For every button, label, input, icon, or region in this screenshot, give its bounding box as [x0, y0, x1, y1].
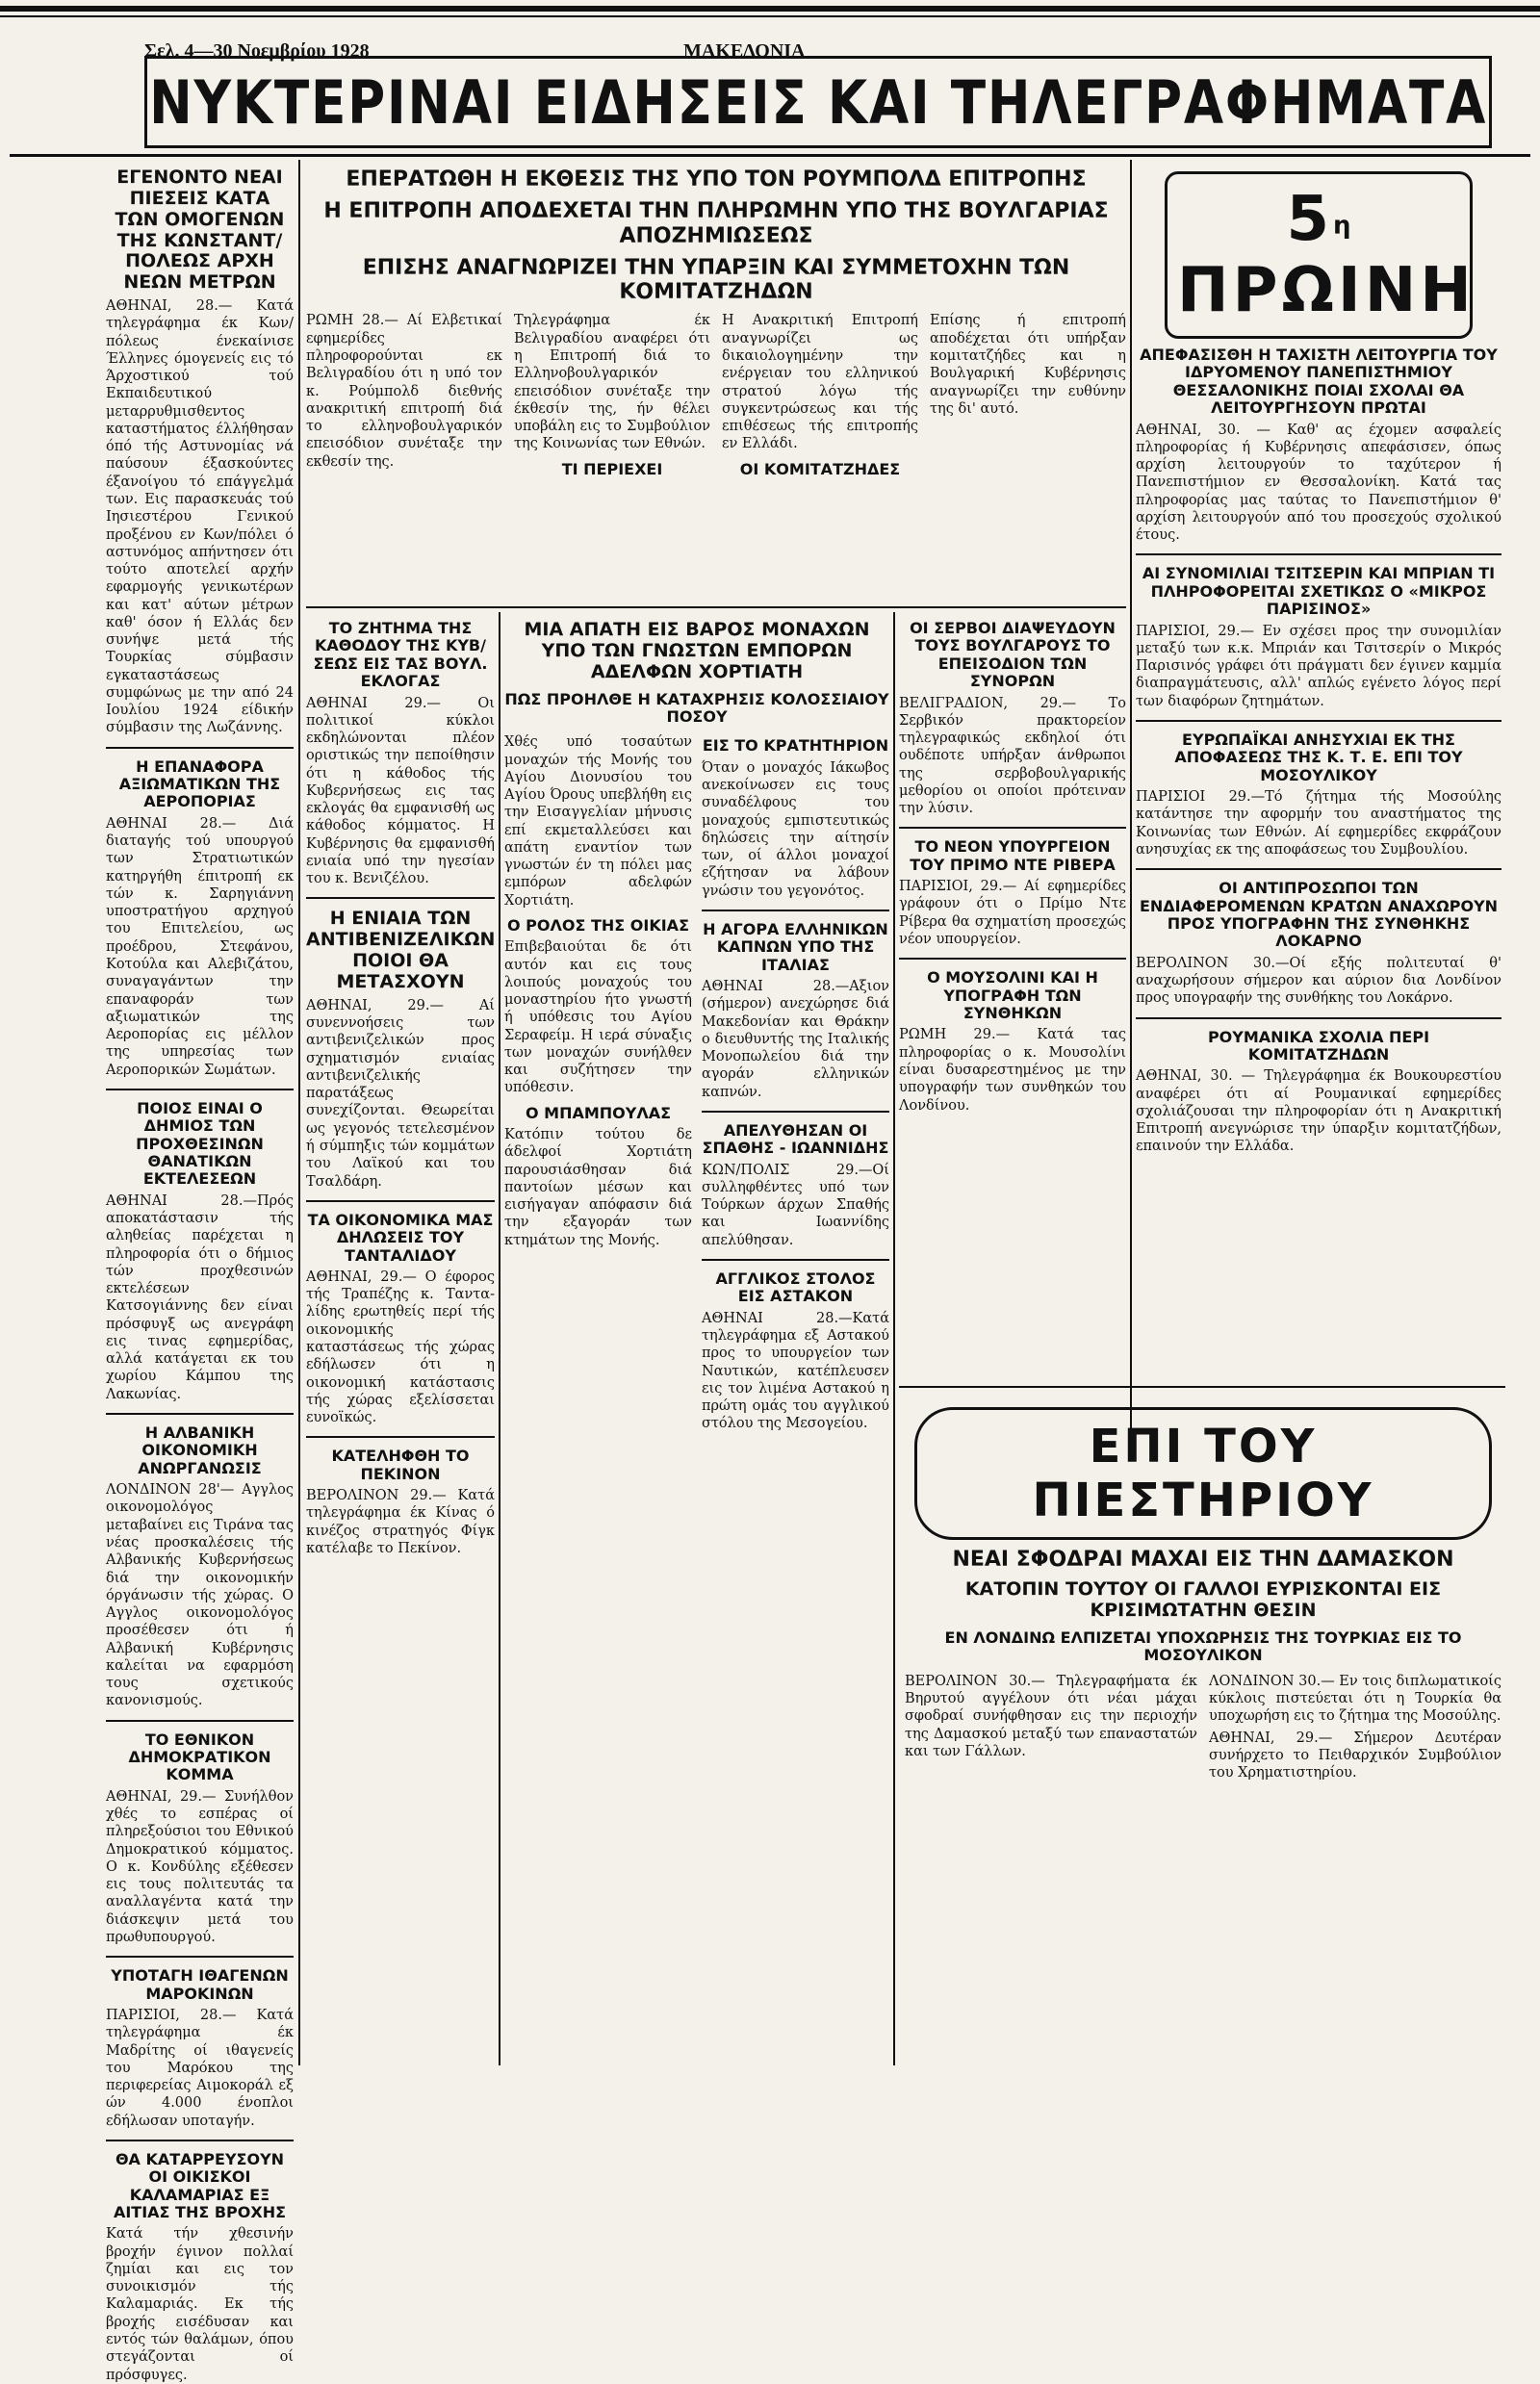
press-section	[905, 1407, 1502, 2066]
col2-text-3: ΑΘΗΝΑΙ, 29.— Ο έφορος τής Τραπέζης κ. Τανταλίδης ερωτηθείς περί τής οικονομικής καταστάσεως τής χώρας εδήλωσεν ότι η οικονομική κατάστασις τής χώρας εξελίσσεται ευνοϊκώς.	[306, 1269, 495, 1426]
left-text-2: ΑΘΗΝΑΙ 28.— Διά διαταγής τού υπουργού των Στρατιωτικών κατηργήθη έπιτροπή εκ τών κ. Σαρηγιάννη υποστρατήγου αρχηγού του Επιτελείου, ως προέδρου, Στεφάνου, Κοτούλα και Αλεβιζάτου, συναγαγάντων την επαναφοράν των αξιωματικών της Αεροπορίας εις μέλλον της υπηρεσίας των Αεροπορικών Σωμάτων.	[106, 815, 294, 1078]
col2-headline-3: ΤΑ ΟΙΚΟΝΟΜΙΚΑ ΜΑΣ ΔΗΛΩΣΕΙΣ ΤΟΥ ΤΑΝΤΑΛΙΔΟΥ	[307, 1210, 494, 1265]
press-headline-2: ΚΑΤΟΠΙΝ ΤΟΥΤΟΥ ΟΙ ΓΑΛΛΟΙ ΕΥΡΙΣΚΟΝΤΑΙ ΕΙΣ ΚΡΙΣΙΜΩΤΑΤΗΝ ΘΕΣΙΝ	[964, 1578, 1442, 1622]
paper-name: ΜΑΚΕΔΟΝΙΑ	[683, 40, 806, 62]
main-story-col	[306, 308, 502, 482]
divider	[1136, 1017, 1502, 1019]
right-text-1: ΑΘΗΝΑΙ, 30. — Καθ' ας έχομεν ασφαλείς πληροφορίας ή Κυβέρνησις απεφάσισεν, όπως αρχίση λειτουργούν το ταχύτερον ή Πανεπιστήμιον εν Θεσσαλονίκη. Κατά τας πληροφορίας μας ταύτας το Πανεπιστήμιον θ' αρχίση λειτουργούν από του προσεχούς σχολικού έτους.	[1136, 422, 1502, 544]
right-headline-5: ΡΟΥΜΑΝΙΚΑ ΣΧΟΛΙΑ ΠΕΡΙ ΚΟΜΙΤΑΤΖΗΔΩΝ	[1207, 1027, 1430, 1064]
col3-sub	[504, 730, 692, 1436]
pronini-sup: η	[1333, 211, 1351, 241]
divider	[306, 897, 495, 899]
col5	[899, 612, 1126, 1382]
press-col	[1209, 1669, 1502, 1786]
left-text-5: ΑΘΗΝΑΙ, 29.— Συνήλθον χθές το εσπέρας οί πληρεξούσιοι του Εθνικού Δημοκρατικού κόμματος. Ο κ. Κονδύλης εξέθεσεν εις τους πολιτευτάς τα αναλλαγέντα κατά την διάσκεψιν μετά του πρωθυπουργού.	[106, 1788, 294, 1945]
left-text-6: ΠΑΡΙΣΙΟΙ, 28.— Κατά τηλεγράφημα έκ Μαδρίτης οί ιθαγενείς του Μαρόκου της περιφερείας Αιμοκοράλ εξ ών 4.000 ένοπλοι εδήλωσαν υποταγήν.	[106, 2007, 294, 2129]
left-text-1: ΑΘΗΝΑΙ, 28.— Κατά τηλεγράφημα έκ Κων/πόλεως ένεκαίνισε Έλληνες όμογενείς εις τό Άρχοστικού τού Εκπαιδευτικού μεταρρυθμισθεντος καταστήματος έλλήθησαν όπό τής Αστυνομίας νά παύσουν έξασκούντες έξανοίγου τό επάγγελμά των. Εις παρασκευάς τού Ιησιεστέρου Γενικού προξένου εν Κων/πόλει ό αστυνόμος απήντησεν ότι τούτο αποτελεί αρχήν εφαρμογής γενικωτέρων και κατ' αύτων μέτρων καθ' όσον ή Ελλάς δεν συνήψε μετά τής Τουρκίας σύμβασιν εγκαταστάσεως συμφώνως με την από 24 Ιουλίου 1924 είδικήν σύμβασιν της Λωζάννης.	[106, 298, 294, 736]
right-text-5: ΑΘΗΝΑΙ, 30. — Τηλεγράφημα έκ Βουκουρεστίου αναφέρει ότι αί Ρουμανικαί εφημερίδες σχολιάζουσαι την πληροφορίαν ότι η Ανακριτική Επιτροπή ανεγνώρισε την ύπαρξιν κομιτατζήδων, επαινούν την Ελλάδα.	[1136, 1068, 1502, 1155]
press-text-1: ΒΕΡΟΛΙΝΟΝ 30.— Τηλεγραφήματα έκ Βηρυτού αγγέλουν ότι νέαι μάχαι σφοδραί συνήφθησαν εις την περιοχήν της Δαμασκού μεταξύ των επαναστατών και των Γάλλων.	[905, 1673, 1197, 1759]
right-headline-2: ΑΙ ΣΥΝΟΜΙΛΙΑΙ ΤΣΙΤΣΕΡΙΝ ΚΑΙ ΜΠΡΙΑΝ ΤΙ ΠΛΗΡΟΦΟΡΕΙΤΑΙ ΣΧΕΤΙΚΩΣ Ο «ΜΙΚΡΟΣ ΠΑΡΙΣΙΝΟΣ»	[1142, 564, 1496, 619]
col5-text-3: ΡΩΜΗ 29.— Κατά τας πληροφορίας ο κ. Μουσολίνι είναι δυσαρεστημένος με την υπογραφήν των συνθηκών του Λονδίνου.	[899, 1027, 1126, 1114]
col2-headline-1: ΤΟ ΖΗΤΗΜΑ ΤΗΣ ΚΑΘΟΔΟΥ ΤΗΣ ΚΥΒ/ΣΕΩΣ ΕΙΣ ΤΑΣ ΒΟΥΛ. ΕΚΛΟΓΑΣ	[313, 619, 488, 691]
main-headline-b: Η ΕΠΙΤΡΟΠΗ ΑΠΟΔΕΧΕΤΑΙ ΤΗΝ ΠΛΗΡΩΜΗΝ ΥΠΟ ΤΗΣ ΒΟΥΛΓΑΡΙΑΣ ΑΠΟΖΗΜΙΩΣΕΩΣ	[323, 199, 1109, 248]
left-headline-4: Η ΑΛΒΑΝΙΚΗ ΟΙΚΟΝΟΜΙΚΗ ΑΝΩΡΓΑΝΩΣΙΣ	[138, 1423, 262, 1477]
col3-headline-1b: ΠΩΣ ΠΡΟΗΛΘΕ Η ΚΑΤΑΧΡΗΣΙΣ ΚΟΛΟΣΣΙΑΙΟΥ ΠΟΣΟΥ	[504, 689, 889, 726]
col4-text-1: Όταν ο μοναχός Ιάκωβος ανεκοίνωσεν εις τους συναδέλφους του μοναχούς εμπιστευτικώς δηλώσεις την αίτησίν των, οί άλλοι μοναχοί εζήτησαν να λάβουν γνώσιν του γεγονότος.	[702, 759, 889, 899]
masthead-title: ΝΥΚΤΕΡΙΝΑΙ ΕΙΔΗΣΕΙΣ ΚΑΙ ΤΗΛΕΓΡΑΦΗΜΑΤΑ	[149, 66, 1487, 138]
main-text-c: Η Ανακριτική Επιτροπή αναγνωρίζει ως δικαιολογημένην την ενέργειαν του ελληνικού στρατού λόγω τής συγκεντρώσεως και τής επιθέσεως τής επιτροπής εν Ελλάδι.	[722, 313, 918, 452]
right-headline-1: ΑΠΕΦΑΣΙΣΘΗ Η ΤΑΧΙΣΤΗ ΛΕΙΤΟΥΡΓΙΑ ΤΟΥ ΙΔΡΥΟΜΕΝΟΥ ΠΑΝΕΠΙΣΤΗΜΙΟΥ ΘΕΣΣΑΛΟΝΙΚΗΣ ΠΟΙΑΙ ΣΧΟΛΑΙ ΘΑ ΛΕΙΤΟΥΡΓΗΣΟΥΝ ΠΡΩΤΑΙ	[1140, 346, 1498, 418]
left-text-3: ΑΘΗΝΑΙ 28.—Πρός αποκατάστασιν τής αληθείας παρέχεται η πληροφορία ότι ο δήμιος τών προχθεσινών εκτελέσεων Κατσογιάννης δεν είναι πρόσφυγξ ως ανεγράφη εις τινας εφημερίδας, αλλά κατάγεται εκ του χωρίου Κάμπου της Λακωνίας.	[106, 1192, 294, 1402]
col4-text-3: ΚΩΝ/ΠΟΛΙΣ 29.—Οί συλληφθέντες υπό των Τούρκων άρχων Σπαθής και Ιωαννίδης απελύθησαν.	[702, 1162, 889, 1248]
column-rule	[893, 612, 895, 2065]
col3-text-1: Χθές υπό τοσαύτων μοναχών τής Μονής του Αγίου Διονυσίου του Αγίου Όρους υπεβλήθη εις την Εισαγγελίαν μήνυσις επί εκμεταλλεύσει και απάτη εναντίον των γνωστών έν τη πόλει μας εμπόρων αδελφών Χορτιάτη.	[504, 734, 692, 909]
left-headline-6: ΥΠΟΤΑΓΗ ΙΘΑΓΕΝΩΝ ΜΑΡΟΚΙΝΩΝ	[111, 1966, 289, 2003]
masthead-rule	[10, 154, 1530, 157]
main-headline-a: ΕΠΕΡΑΤΩΘΗ Η ΕΚΘΕΣΙΣ ΤΗΣ ΥΠΟ ΤΟΝ ΡΟΥΜΠΟΛΔ ΕΠΙΤΡΟΠΗΣ	[346, 167, 1087, 192]
col2-text-2: ΑΘΗΝΑΙ, 29.— Αί συνεννοήσεις των αντιβενιζελικών προς σχηματισμόν ενιαίας αντιβενιζελικής παρατάξεως συνεχίζονται. Θεωρείται ως γεγονός τετελεσμένον ή σύμπηξις τών κομμάτων του Λαϊκού και του Τσαλδάρη.	[306, 997, 495, 1190]
divider	[106, 747, 294, 749]
col4-headline-2: Η ΑΓΟΡΑ ΕΛΛΗΝΙΚΩΝ ΚΑΠΝΩΝ ΥΠΟ ΤΗΣ ΙΤΑΛΙΑΣ	[703, 919, 888, 974]
divider	[702, 1111, 889, 1113]
right-headline-3: ΕΥΡΩΠΑΪΚΑΙ ΑΝΗΣΥΧΙΑΙ ΕΚ ΤΗΣ ΑΠΟΦΑΣΕΩΣ ΤΗΣ Κ. Τ. Ε. ΕΠΙ ΤΟΥ ΜΟΣΟΥΛΙΚΟΥ	[1174, 730, 1463, 784]
press-headline-3: ΕΝ ΛΟΝΔΙΝΩ ΕΛΠΙΖΕΤΑΙ ΥΠΟΧΩΡΗΣΙΣ ΤΗΣ ΤΟΥΡΚΙΑΣ ΕΙΣ ΤΟ ΜΟΣΟΥΛΙΚΟΝ	[944, 1628, 1462, 1665]
right-column	[1136, 166, 1502, 1426]
left-headline-7: ΘΑ ΚΑΤΑΡΡΕΥΣΟΥΝ ΟΙ ΟΙΚΙΣΚΟΙ ΚΑΛΑΜΑΡΙΑΣ ΕΞ ΑΙΤΙΑΣ ΤΗΣ ΒΡΟΧΗΣ	[113, 2149, 287, 2221]
col4-headline-1: ΕΙΣ ΤΟ ΚΡΑΤΗΤΗΡΙΟΝ	[702, 736, 889, 756]
divider	[306, 1200, 495, 1202]
col5-text-1: ΒΕΛΙΓΡΑΔΙΟΝ, 29.— Το Σερβικόν πρακτορείον τηλεγραφικώς εκδηλοί ότι ουδέποτε υπήρξαν άνθρωποι της σερβοβουλγαρικής μεθορίου οι οποίοι πρότειναν την λύσιν.	[899, 695, 1126, 817]
col3-headline-2: Ο ΡΟΛΟΣ ΤΗΣ ΟΙΚΙΑΣ	[506, 915, 689, 935]
press-col	[905, 1669, 1197, 1786]
masthead	[144, 56, 1492, 148]
top-thin-rule	[0, 15, 1540, 17]
main-story-col	[722, 308, 918, 482]
col4-headline-3: ΑΠΕΛΥΘΗΣΑΝ ΟΙ ΣΠΑΘΗΣ - ΙΩΑΝΝΙΔΗΣ	[702, 1120, 889, 1158]
right-text-4: ΒΕΡΟΛΙΝΟΝ 30.—Οί εξής πολιτευταί θ' αναχωρήσουν σήμερον και αύριον δια Λονδίνον προς υπογραφήν της συνθήκης του Λοκάρνο.	[1136, 955, 1502, 1007]
main-text-d: Επίσης ή επιτροπή αποδέχεται ότι υπήρξαν κομιτατζήδες και η Βουλγαρική Κυβέρνησις αναγνωρίζει την ευθύνην της δι' αυτό.	[930, 313, 1126, 417]
left-headline-5: ΤΟ ΕΘΝΙΚΟΝ ΔΗΜΟΚΡΑΤΙΚΟΝ ΚΟΜΜΑ	[128, 1730, 271, 1784]
divider	[106, 1720, 294, 1722]
press-headline-1: ΝΕΑΙ ΣΦΟΔΡΑΙ ΜΑΧΑΙ ΕΙΣ ΤΗΝ ΔΑΜΑΣΚΟΝ	[952, 1548, 1454, 1572]
col3	[504, 612, 889, 2065]
press-columns	[905, 1669, 1502, 1786]
divider	[106, 2140, 294, 2141]
divider	[106, 1413, 294, 1415]
top-rule	[0, 6, 1540, 12]
main-subhead-e: ΟΙ ΚΟΜΙΤΑΤΖΗΔΕΣ	[739, 459, 901, 478]
main-story	[306, 160, 1126, 602]
main-story-col	[514, 308, 710, 482]
main-story-col	[930, 308, 1126, 482]
col2-text-4: ΒΕΡΟΛΙΝΟΝ 29.— Κατά τηλεγράφημα έκ Κίνας ό κινέζος στρατηγός Φίγκ κατέλαβε το Πεκίνον.	[306, 1488, 495, 1556]
divider	[702, 910, 889, 911]
col5-text-2: ΠΑΡΙΣΙΟΙ, 29.— Αί εφημερίδες γράφουν ότι ο Πρίμο Ντε Ρίβερα θα σχηματίση προσεχώς νέον υπουργείον.	[899, 879, 1126, 947]
press-text-3: ΑΘΗΝΑΙ, 29.— Σήμερον Δευτέραν συνήρχετο το Πειθαρχικόν Συμβούλιον του Χρηματιστηρίου.	[1209, 1730, 1502, 1782]
divider	[1136, 868, 1502, 870]
divider	[106, 1956, 294, 1958]
divider	[106, 1089, 294, 1090]
pronini-number: 5	[1286, 184, 1333, 255]
right-text-2: ΠΑΡΙΣΙΟΙ, 29.— Εν σχέσει προς την συνομιλίαν μεταξύ των κ.κ. Μπριάν και Τσιτσερίν ο Μικρός Παρισινός γράφει ότι πράγματι δεν έγινεν καμμία διαπραγμάτευσις, αλλ' απλώς εγένετο λόγος περί των διαφόρων ζητημάτων.	[1136, 623, 1502, 709]
main-text-a: ΡΩΜΗ 28.— Αί Ελβετικαί εφημερίδες πληροφορούνται εκ Βελιγραδίου ότι η υπό τον κ. Ρούμπολδ διεθνής ανακριτική επιτροπή διά το ελληνοβουλγαρικόν επεισόδιον συνέταξε την εκθεσίν της.	[306, 313, 502, 470]
main-story-columns	[306, 308, 1126, 482]
column-rule	[298, 160, 300, 2065]
press-rule	[899, 1386, 1505, 1388]
press-text-2: ΛΟΝΔΙΝΟΝ 30.— Εν τοις διπλωματικοίς κύκλοις πιστεύεται ότι η Τουρκία θα υποχωρήση εις το ζήτημα της Μοσούλης.	[1209, 1673, 1502, 1725]
main-story-rule	[306, 606, 1126, 608]
divider	[702, 1259, 889, 1261]
divider	[1136, 720, 1502, 722]
col3-text-3: Κατόπιν τούτου δε άδελφοί Χορτιάτη παρουσιάσθησαν διά παντοίων μέσων και εισήγαγαν απόφασιν διά την εξαγοράν των κτημάτων της Μονής.	[504, 1127, 692, 1248]
left-column	[106, 160, 294, 2383]
left-headline-2: Η ΕΠΑΝΑΦΟΡΑ ΑΞΙΩΜΑΤΙΚΩΝ ΤΗΣ ΑΕΡΟΠΟΡΙΑΣ	[118, 756, 281, 811]
divider	[306, 1436, 495, 1438]
right-text-3: ΠΑΡΙΣΙΟΙ 29.—Τό ζήτημα τής Μοσούλης κατάντησε την αφορμήν του αναστήματος της Κοινωνίας των Εθνών. Αί εφημερίδες εκφράζουν ανησυχίας εκ της αποφάσεως του Συμβουλίου.	[1136, 789, 1502, 858]
column-rule	[1130, 160, 1132, 1430]
col5-headline-2: ΤΟ ΝΕΟΝ ΥΠΟΥΡΓΕΙΟΝ ΤΟΥ ΠΡΙΜΟ ΝΤΕ ΡΙΒΕΡΑ	[910, 837, 1116, 874]
pronini-box	[1165, 171, 1476, 339]
pronini-word: ΠΡΩΙΝΗ	[1177, 255, 1476, 326]
col4-headline-4: ΑΓΓΛΙΚΟΣ ΣΤΟΛΟΣ ΕΙΣ ΑΣΤΑΚΟΝ	[715, 1269, 876, 1306]
col3-headline-1: ΜΙΑ ΑΠΑΤΗ ΕΙΣ ΒΑΡΟΣ ΜΟΝΑΧΩΝ ΥΠΟ ΤΩΝ ΓΝΩΣΤΩΝ ΕΜΠΟΡΩΝ ΑΔΕΛΦΩΝ ΧΟΡΤΙΑΤΗ	[524, 619, 870, 682]
left-headline-3: ΠΟΙΟΣ ΕΙΝΑΙ Ο ΔΗΜΙΟΣ ΤΩΝ ΠΡΟΧΘΕΣΙΝΩΝ ΘΑΝΑΤΙΚΩΝ ΕΚΤΕΛΕΣΕΩΝ	[136, 1098, 264, 1189]
divider	[899, 958, 1126, 960]
col3-columns	[504, 730, 889, 1436]
col3-text-2: Επιβεβαιούται δε ότι αυτόν και εις τους λοιπούς μοναχούς του μοναστηρίου ήτο γνωστή ή υπόθεσις του Αγίου Σεραφείμ. Η ιερά σύναξις των μοναχών συνήλθεν και συζήτησεν την υπόθεσιν.	[504, 939, 692, 1096]
main-headline-c: ΕΠΙΣΗΣ ΑΝΑΓΝΩΡΙΖΕΙ ΤΗΝ ΥΠΑΡΞΙΝ ΚΑΙ ΣΥΜΜΕΤΟΧΗΝ ΤΩΝ ΚΟΜΙΤΑΤΖΗΔΩΝ	[362, 255, 1070, 305]
col2-headline-2: Η ΕΝΙΑΙΑ ΤΩΝ ΑΝΤΙΒΕΝΙΖΕΛΙΚΩΝ ΠΟΙΟΙ ΘΑ ΜΕΤΑΣΧΟΥΝ	[306, 908, 496, 993]
date-line: Σελ. 4—30 Νοεμβρίου 1928	[144, 40, 370, 62]
column-rule	[499, 612, 500, 2065]
left-headline-1: ΕΓΕΝΟΝΤΟ ΝΕΑΙ ΠΙΕΣΕΙΣ ΚΑΤΑ ΤΩΝ ΟΜΟΓΕΝΩΝ ΤΗΣ ΚΩΝΣΤΑΝΤ/ΠΟΛΕΩΣ ΑΡΧΗ ΝΕΩΝ ΜΕΤΡΩΝ	[115, 167, 285, 294]
col4	[702, 730, 889, 1436]
col2-text-1: ΑΘΗΝΑΙ 29.— Οι πολιτικοί κύκλοι εκδηλώνονται πλέον οριστικώς την πεποίθησιν ότι η κάθοδος τής Κυβερνήσεως εις τας εκλογάς θα εμφανισθή ως κάθοδος κόμματος. Η Κυβέρνησις θα εμφανισθή ενιαία υπό την ηγεσίαν του κ. Βενιζέλου.	[306, 695, 495, 887]
main-text-b: Τηλεγράφημα έκ Βελιγραδίου αναφέρει ότι η Επιτροπή διά το Ελληνοβουλγαρικόν επεισόδιον συνέταξε την έκθεσίν της, ήν θέλει υποβάλη εις το Συμβούλιον της Κοινωνίας των Εθνών.	[514, 313, 710, 452]
col2	[306, 612, 495, 2065]
left-text-4: ΛΟΝΔΙΝΟΝ 28'— Αγγλος οικονομολόγος μεταβαίνει εις Τιράνα τας νέας προσκαλέσεις τής Αλβανικής Κυβερνήσεως διά την οικονομικήν όργάνωσιν τής χώρας. Ο Αγγλος οικονομολόγος προσέθεσεν ότι ή Αλβανική Κυβέρνησις καλείται να εφαρμόση τους σχετικούς κανονισμούς.	[106, 1482, 294, 1709]
col5-headline-1: ΟΙ ΣΕΡΒΟΙ ΔΙΑΨΕΥΔΟΥΝ ΤΟΥΣ ΒΟΥΛΓΑΡΟΥΣ ΤΟ ΕΠΕΙΣΟΔΙΟΝ ΤΩΝ ΣΥΝΟΡΩΝ	[910, 619, 1116, 691]
col5-headline-3: Ο ΜΟΥΣΟΛΙΝΙ ΚΑΙ Η ΥΠΟΓΡΑΦΗ ΤΩΝ ΣΥΝΘΗΚΩΝ	[927, 968, 1098, 1023]
left-text-7: Κατά τήν χθεσινήν βροχήν έγινον πολλαί ζημίαι και εις τον συνοικισμόν τής Καλαμαριάς. Εκ τής βροχής εισέδυσαν και εντός τών θαλάμων, όπου στεγάζονται οί πρόσφυγες.	[106, 2226, 294, 2383]
divider	[899, 827, 1126, 829]
press-box: ΕΠΙ ΤΟΥ ΠΙΕΣΤΗΡΙΟΥ	[914, 1407, 1492, 1540]
divider	[1136, 553, 1502, 555]
right-headline-4: ΟΙ ΑΝΤΙΠΡΟΣΩΠΟΙ ΤΩΝ ΕΝΔΙΑΦΕΡΟΜΕΝΩΝ ΚΡΑΤΩΝ ΑΝΑΧΩΡΟΥΝ ΠΡΟΣ ΥΠΟΓΡΑΦΗΝ ΤΗΣ ΣΥΝΘΗΚΗΣ ΛΟΚΑΡΝΟ	[1139, 879, 1499, 951]
col3-headline-3: Ο ΜΠΑΜΠΟΥΛΑΣ	[525, 1103, 672, 1122]
col4-text-4: ΑΘΗΝΑΙ 28.—Κατά τηλεγράφημα εξ Αστακού προς το υπουργείον των Ναυτικών, κατέπλευσεν εις τον λιμένα Αστακού η πρώτη ομάς του αγγλικού στόλου της Μεσογείου.	[702, 1310, 889, 1432]
col2-headline-4: ΚΑΤΕΛΗΦΘΗ ΤΟ ΠΕΚΙΝΟΝ	[331, 1447, 470, 1483]
main-subhead-d: ΤΙ ΠΕΡΙΕΧΕΙ	[561, 459, 663, 478]
col4-text-2: ΑΘΗΝΑΙ 28.—Αξιον (σήμερον) ανεχώρησε διά Μακεδονίαν και Θράκην ο διευθυντής της Ιταλικής Μονοπωλείου διά την αγοράν ελληνικών καπνών.	[702, 979, 889, 1100]
